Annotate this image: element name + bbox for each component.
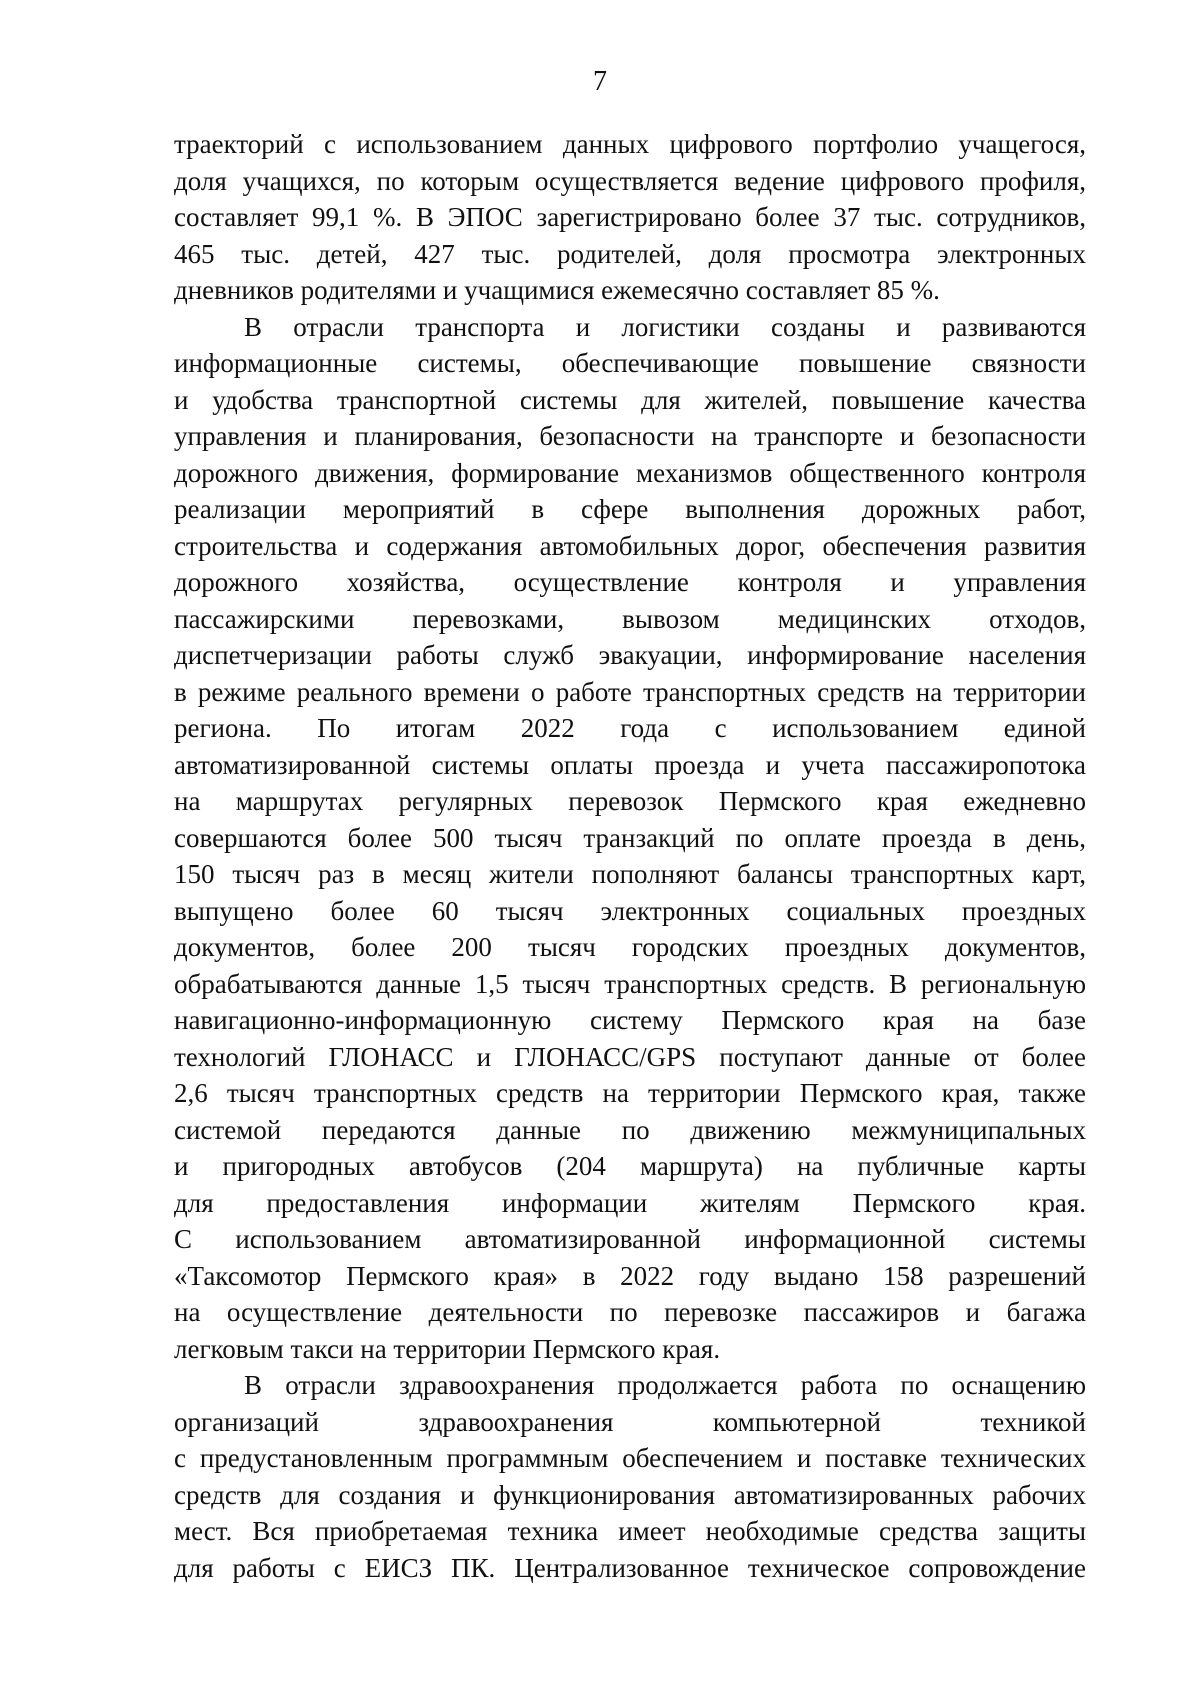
text-line: для работы с ЕИСЗ ПК. Централизованное техническое сопровождение [174,1552,1086,1583]
text-line: и удобства транспортной системы для жителей, повышение качества [174,384,1086,415]
text-line: системой передаются данные по движению межмуниципальных [174,1114,1086,1145]
text-line: 2,6 тысяч транспортных средств на территории Пермского края, также [174,1078,1086,1108]
text-line: 150 тысяч раз в месяц жители пополняют балансы транспортных карт, [174,859,1086,889]
paragraph [174,309,1086,1368]
text-line: В отрасли здравоохранения продолжается работа по оснащению [244,1370,1086,1400]
text-line: выпущено более 60 тысяч электронных социальных проездных [174,895,1086,926]
text-line: реализации мероприятий в сфере выполнения дорожных работ, [174,494,1086,524]
text-line: автоматизированной системы оплаты проезда и учета пассажиропотока [174,749,1086,780]
text-line: для предоставления информации жителям Пермского края. [174,1187,1086,1218]
text-line: и пригородных автобусов (204 маршрута) на публичные карты [174,1151,1086,1181]
text-line: пассажирскими перевозками, вывозом медицинских отходов, [174,603,1086,634]
paragraph [174,126,1086,309]
text-line: технологий ГЛОНАСС и ГЛОНАСС/GPS поступают данные от более [174,1041,1086,1072]
text-line: строительства и содержания автомобильных дорог, обеспечения развития [174,530,1086,561]
text-line: организаций здравоохранения компьютерной техникой [174,1406,1086,1437]
text-line: составляет 99,1 %. В ЭПОС зарегистрировано более 37 тыс. сотрудников, [174,202,1086,232]
page-number: 7 [593,66,607,97]
text-line: в режиме реального времени о работе транспортных средств на территории [174,676,1086,707]
text-line: С использованием автоматизированной информационной системы [174,1224,1086,1254]
text-line: документов, более 200 тысяч городских проездных документов, [174,932,1086,962]
text-line: траекторий с использованием данных цифрового портфолио учащегося, [174,129,1086,159]
text-line: региона. По итогам 2022 года с использованием единой [174,713,1086,743]
text-line: дорожного хозяйства, осуществление контроля и управления [174,567,1086,597]
text-line: диспетчеризации работы служб эвакуации, информирование населения [174,640,1086,670]
text-line: информационные системы, обеспечивающие повышение связности [174,348,1086,378]
text-line: на маршрутах регулярных перевозок Пермского края ежедневно [174,786,1086,816]
text-line: «Таксомотор Пермского края» в 2022 году выдано 158 разрешений [174,1260,1086,1291]
text-line: доля учащихся, по которым осуществляется ведение цифрового профиля, [174,165,1086,196]
text-line: легковым такси на территории Пермского края. [174,1333,721,1364]
text-line: мест. Вся приобретаемая техника имеет необходимые средства защиты [174,1516,1086,1546]
text-line: средств для создания и функционирования автоматизированных рабочих [174,1479,1086,1510]
text-line: с предустановленным программным обеспечением и поставке технических [174,1443,1086,1473]
text-line: обрабатываются данные 1,5 тысяч транспортных средств. В региональную [174,968,1086,999]
document-body [174,126,1086,1586]
text-line: 465 тыс. детей, 427 тыс. родителей, доля просмотра электронных [174,238,1086,269]
text-line: на осуществление деятельности по перевозке пассажиров и багажа [174,1297,1086,1327]
text-line: дорожного движения, формирование механизмов общественного контроля [174,457,1086,488]
text-line: навигационно-информационную систему Пермского края на базе [174,1005,1086,1035]
text-line: управления и планирования, безопасности на транспорте и безопасности [174,421,1086,451]
paragraph [174,1367,1086,1586]
text-line: В отрасли транспорта и логистики созданы и развиваются [244,311,1086,342]
text-line: совершаются более 500 тысяч транзакций по оплате проезда в день, [174,822,1086,853]
text-line: дневников родителями и учащимися ежемесячно составляет 85 %. [174,275,940,305]
